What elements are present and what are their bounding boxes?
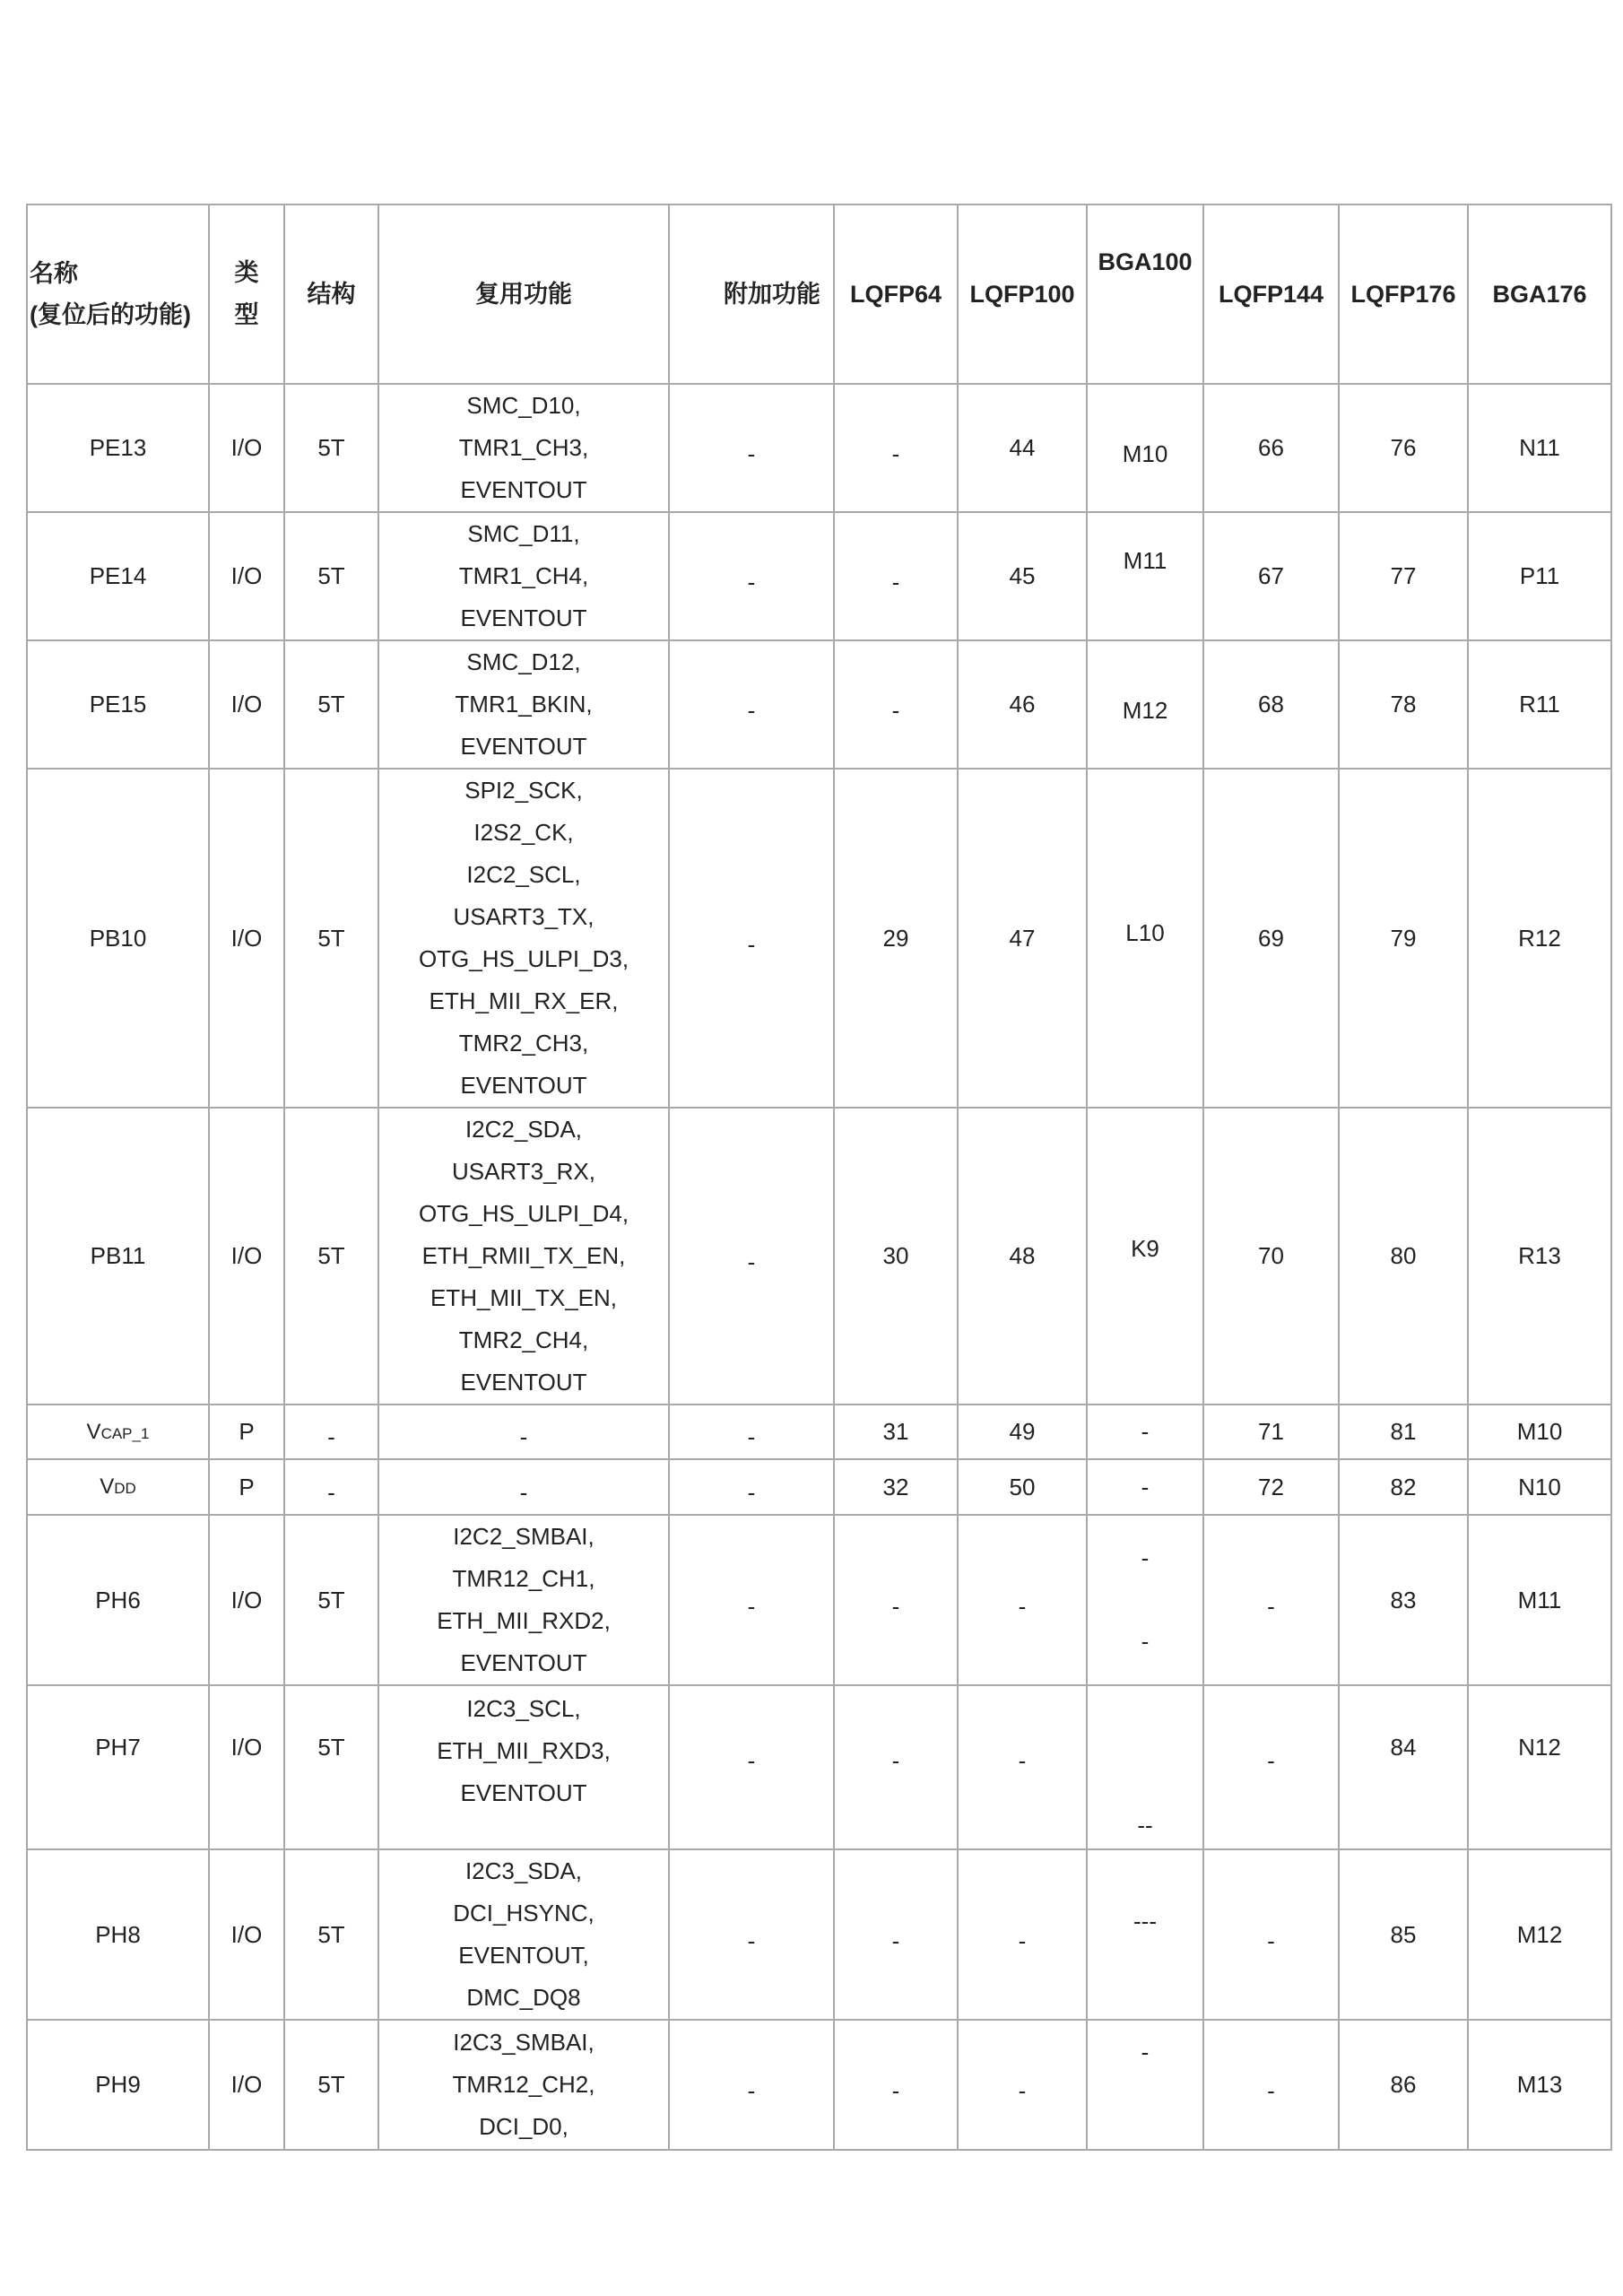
pin-bga100: -: [1087, 1459, 1203, 1515]
pin-structure: -: [284, 1405, 378, 1459]
pin-alt-functions: I2C2_SMBAI, TMR12_CH1, ETH_MII_RXD2, EVENTOUT: [378, 1515, 669, 1685]
pin-bga176: R13: [1468, 1108, 1611, 1405]
pin-lqfp144: 72: [1203, 1459, 1339, 1515]
pin-name: [27, 1405, 209, 1459]
header-name: 名称 (复位后的功能): [27, 204, 209, 384]
pin-additional-functions: -: [669, 1849, 834, 2020]
pin-lqfp144: -: [1203, 1685, 1339, 1849]
pin-type: I/O: [209, 1515, 284, 1685]
pin-lqfp64: -: [834, 640, 958, 769]
header-type: 类 型: [209, 204, 284, 384]
pin-type: I/O: [209, 1685, 284, 1849]
pin-additional-functions: -: [669, 1459, 834, 1515]
pin-lqfp100: -: [958, 1685, 1087, 1849]
pin-lqfp100: -: [958, 2020, 1087, 2150]
pin-lqfp176: 76: [1339, 384, 1468, 512]
pin-bga176: N10: [1468, 1459, 1611, 1515]
pin-bga100: K9: [1087, 1108, 1203, 1405]
pin-name: PE15: [27, 640, 209, 769]
pin-lqfp64: 31: [834, 1405, 958, 1459]
pin-bga176: M12: [1468, 1849, 1611, 2020]
pin-alt-functions: SPI2_SCK, I2S2_CK, I2C2_SCL, USART3_TX, OTG_HS_ULPI_D3, ETH_MII_RX_ER, TMR2_CH3, EVENTOUT: [378, 769, 669, 1108]
pin-name: PE13: [27, 384, 209, 512]
pin-lqfp64: -: [834, 512, 958, 640]
pin-bga176: R11: [1468, 640, 1611, 769]
table-row: [27, 1405, 1611, 1459]
pin-structure: 5T: [284, 1685, 378, 1849]
pin-lqfp64: 30: [834, 1108, 958, 1405]
table-row: [27, 769, 1611, 1108]
pin-lqfp176: 81: [1339, 1405, 1468, 1459]
pin-name: PB10: [27, 769, 209, 1108]
pin-type: I/O: [209, 1849, 284, 2020]
pin-lqfp176: 85: [1339, 1849, 1468, 2020]
pin-bga176: M13: [1468, 2020, 1611, 2150]
pin-lqfp144: 68: [1203, 640, 1339, 769]
pin-lqfp100: 49: [958, 1405, 1087, 1459]
pin-type: I/O: [209, 512, 284, 640]
header-alt-functions: 复用功能: [378, 204, 669, 384]
table-header-row: [27, 204, 1611, 384]
pin-lqfp176: 79: [1339, 769, 1468, 1108]
pin-additional-functions: -: [669, 1685, 834, 1849]
pin-lqfp64: 32: [834, 1459, 958, 1515]
header-bga100: BGA100: [1087, 204, 1203, 384]
table-row: [27, 1515, 1611, 1685]
pin-lqfp176: 78: [1339, 640, 1468, 769]
pin-bga176: N12: [1468, 1685, 1611, 1849]
header-additional-functions: 附加功能: [669, 204, 834, 384]
pin-name: PH8: [27, 1849, 209, 2020]
pin-lqfp176: 80: [1339, 1108, 1468, 1405]
pin-additional-functions: -: [669, 1405, 834, 1459]
pin-alt-functions: I2C3_SMBAI, TMR12_CH2, DCI_D0,: [378, 2020, 669, 2150]
pin-lqfp64: -: [834, 1685, 958, 1849]
pin-lqfp144: 66: [1203, 384, 1339, 512]
pin-lqfp100: 46: [958, 640, 1087, 769]
pin-lqfp176: 77: [1339, 512, 1468, 640]
header-structure: 结构: [284, 204, 378, 384]
pin-lqfp100: 47: [958, 769, 1087, 1108]
pin-lqfp176: 86: [1339, 2020, 1468, 2150]
pin-structure: 5T: [284, 769, 378, 1108]
pin-lqfp100: 48: [958, 1108, 1087, 1405]
table-row: [27, 1108, 1611, 1405]
pin-bga176: M10: [1468, 1405, 1611, 1459]
pin-name: PH9: [27, 2020, 209, 2150]
pin-lqfp100: -: [958, 1515, 1087, 1685]
pin-alt-functions: -: [378, 1405, 669, 1459]
pin-type: I/O: [209, 384, 284, 512]
pin-alt-functions: -: [378, 1459, 669, 1515]
pin-bga100: -: [1087, 1405, 1203, 1459]
pin-name: PH6: [27, 1515, 209, 1685]
pin-lqfp144: 67: [1203, 512, 1339, 640]
pin-name: [27, 1459, 209, 1515]
pin-additional-functions: -: [669, 769, 834, 1108]
pin-lqfp144: 70: [1203, 1108, 1339, 1405]
pin-structure: 5T: [284, 640, 378, 769]
pin-additional-functions: -: [669, 2020, 834, 2150]
pin-name-main: V: [100, 1474, 115, 1499]
table-row: [27, 384, 1611, 512]
pin-lqfp100: 44: [958, 384, 1087, 512]
pin-name: PB11: [27, 1108, 209, 1405]
pin-additional-functions: -: [669, 384, 834, 512]
pin-lqfp176: 82: [1339, 1459, 1468, 1515]
pin-bga100: ---: [1087, 1849, 1203, 2020]
pin-lqfp64: -: [834, 1849, 958, 2020]
pin-lqfp64: 29: [834, 769, 958, 1108]
pin-lqfp144: -: [1203, 1849, 1339, 2020]
pin-type: I/O: [209, 640, 284, 769]
pin-lqfp100: 45: [958, 512, 1087, 640]
pin-name-subscript: CAP_1: [100, 1424, 150, 1442]
pin-bga100: - -: [1087, 1515, 1203, 1685]
pin-lqfp144: 71: [1203, 1405, 1339, 1459]
pin-definition-table: [26, 204, 1612, 2151]
pin-bga100: M12: [1087, 640, 1203, 769]
table-row: [27, 2020, 1611, 2150]
pin-name-subscript: DD: [114, 1480, 136, 1497]
pin-structure: -: [284, 1459, 378, 1515]
pin-bga100: M10: [1087, 384, 1203, 512]
pin-type: P: [209, 1405, 284, 1459]
pin-alt-functions: I2C2_SDA, USART3_RX, OTG_HS_ULPI_D4, ETH_RMII_TX_EN, ETH_MII_TX_EN, TMR2_CH4, EVENTOUT: [378, 1108, 669, 1405]
pin-bga176: N11: [1468, 384, 1611, 512]
pin-additional-functions: -: [669, 640, 834, 769]
pin-lqfp64: -: [834, 1515, 958, 1685]
header-lqfp176: LQFP176: [1339, 204, 1468, 384]
header-lqfp144: LQFP144: [1203, 204, 1339, 384]
pin-alt-functions: SMC_D10, TMR1_CH3, EVENTOUT: [378, 384, 669, 512]
header-bga176: BGA176: [1468, 204, 1611, 384]
pin-name-main: V: [86, 1419, 101, 1444]
pin-bga100: M11: [1087, 512, 1203, 640]
pin-lqfp144: 69: [1203, 769, 1339, 1108]
pin-type: I/O: [209, 1108, 284, 1405]
pin-type: I/O: [209, 769, 284, 1108]
pin-structure: 5T: [284, 512, 378, 640]
pin-structure: 5T: [284, 1515, 378, 1685]
pin-alt-functions: I2C3_SCL, ETH_MII_RXD3, EVENTOUT: [378, 1685, 669, 1849]
pin-alt-functions: I2C3_SDA, DCI_HSYNC, EVENTOUT, DMC_DQ8: [378, 1849, 669, 2020]
table-row: [27, 640, 1611, 769]
pin-lqfp100: 50: [958, 1459, 1087, 1515]
pin-bga100: --: [1087, 1685, 1203, 1849]
pin-alt-functions: SMC_D11, TMR1_CH4, EVENTOUT: [378, 512, 669, 640]
pin-lqfp144: -: [1203, 2020, 1339, 2150]
pin-bga176: R12: [1468, 769, 1611, 1108]
pin-structure: 5T: [284, 1849, 378, 2020]
pin-name: PH7: [27, 1685, 209, 1849]
pin-structure: 5T: [284, 1108, 378, 1405]
pin-bga100: -: [1087, 2020, 1203, 2150]
pin-additional-functions: -: [669, 1108, 834, 1405]
pin-bga176: P11: [1468, 512, 1611, 640]
table-row: [27, 1459, 1611, 1515]
table-row: [27, 512, 1611, 640]
pin-lqfp176: 84: [1339, 1685, 1468, 1849]
pin-bga176: M11: [1468, 1515, 1611, 1685]
pin-alt-functions: SMC_D12, TMR1_BKIN, EVENTOUT: [378, 640, 669, 769]
table-row: [27, 1685, 1611, 1849]
pin-structure: 5T: [284, 2020, 378, 2150]
pin-structure: 5T: [284, 384, 378, 512]
pin-additional-functions: -: [669, 1515, 834, 1685]
pin-type: I/O: [209, 2020, 284, 2150]
pin-lqfp144: -: [1203, 1515, 1339, 1685]
pin-lqfp64: -: [834, 384, 958, 512]
pin-bga100: L10: [1087, 769, 1203, 1108]
pin-lqfp176: 83: [1339, 1515, 1468, 1685]
pin-type: P: [209, 1459, 284, 1515]
header-lqfp100: LQFP100: [958, 204, 1087, 384]
pin-name: PE14: [27, 512, 209, 640]
table-row: [27, 1849, 1611, 2020]
pin-lqfp100: -: [958, 1849, 1087, 2020]
pin-additional-functions: -: [669, 512, 834, 640]
pin-lqfp64: -: [834, 2020, 958, 2150]
header-lqfp64: LQFP64: [834, 204, 958, 384]
